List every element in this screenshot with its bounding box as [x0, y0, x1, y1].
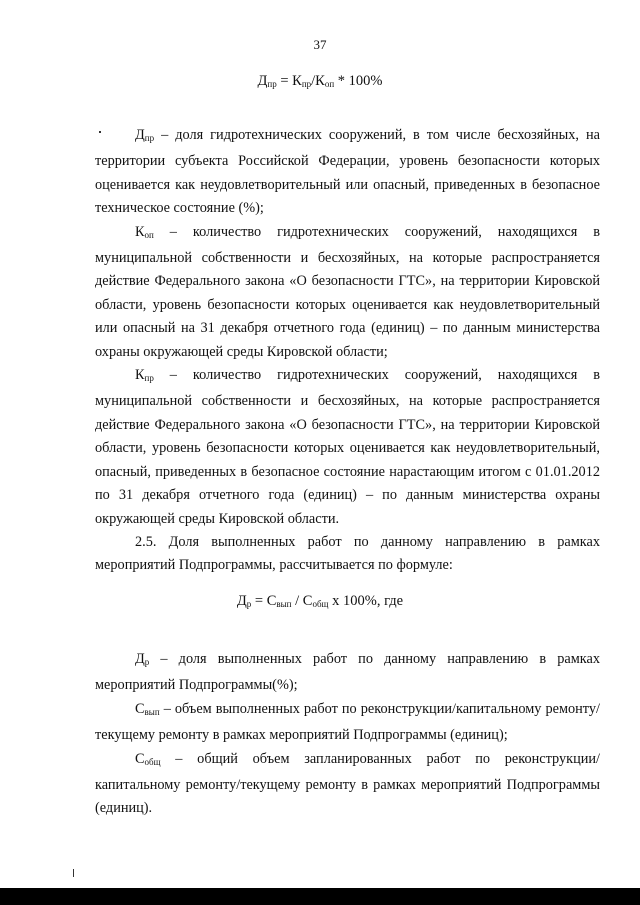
- scan-bottom-edge: [0, 888, 640, 905]
- scan-speck: [73, 869, 74, 877]
- definition-text: – количество гидротехнических сооружений, находящихся в муниципальной собственности и бесхозяйных, на которые распространяется действие Федерального закона «О безопасности ГТС», на территории Кировской области, уровень безопасности которых оценивается как неудовлетворительный, опасный, приведенных в безопасное состояние нарастающим итогом с 01.01.2012 по 31 декабря отчетного года (единиц) – по данным министерства охраны окружающей среды Кировской области.: [95, 367, 600, 527]
- symbol-sub: пр: [144, 133, 155, 143]
- formula-numerator-sub: пр: [301, 79, 312, 89]
- formula-denominator: С: [302, 593, 313, 609]
- formula-slash: /: [291, 593, 303, 609]
- definition-text: – доля гидротехнических сооружений, в том числе бесхозяйных, на территории субъекта Российской Федерации, уровень безопасности которых оценивается как неудовлетворительный или опасный, приведенных в безопасное техническое состояние (%);: [95, 127, 600, 217]
- symbol-sub: р: [144, 657, 150, 667]
- definition-text: – доля выполненных работ по данному направлению в рамках мероприятий Подпрограммы(%);: [95, 651, 600, 694]
- symbol: С: [135, 750, 145, 767]
- formula-denominator-sub: оп: [324, 79, 335, 89]
- formula-numerator: С: [266, 593, 277, 609]
- formula-denominator-sub: общ: [312, 599, 329, 609]
- formula-lhs-sub: р: [246, 599, 252, 609]
- formula-numerator: К: [292, 73, 302, 89]
- definition-c-obsh: [95, 748, 600, 821]
- formula-tail: * 100%: [334, 73, 383, 89]
- definition-k-op: [95, 221, 600, 364]
- symbol: К: [135, 223, 145, 240]
- formula-eq: =: [276, 73, 293, 89]
- definition-text: – количество гидротехнических сооружений, находящихся в муниципальной собственности и бесхозяйных, на которые распространяется действие Федерального закона «О безопасности ГТС», на территории Кировской области, уровень безопасности которых оценивается как неудовлетворительный или опасный на 31 декабря отчетного года (единиц) – по данным министерства охраны окружающей среды Кировской области;: [95, 223, 600, 360]
- formula-share-works: [0, 593, 640, 610]
- formula-numerator-sub: вып: [276, 599, 292, 609]
- symbol: С: [135, 700, 145, 717]
- formula-denominator: К: [315, 73, 325, 89]
- formula-lhs: Д: [236, 593, 247, 609]
- formula-share-hydro: [0, 73, 640, 90]
- formula-tail: x 100%, где: [328, 593, 404, 609]
- definition-d-pr: [95, 124, 600, 221]
- formula-lhs: Д: [257, 73, 268, 89]
- symbol-sub: пр: [144, 373, 154, 384]
- definition-k-pr: [95, 364, 600, 531]
- definition-text: – общий объем запланированных работ по реконструкции/капитальному ремонту/текущему ремонту в рамках мероприятий Подпрограммы (единиц).: [95, 750, 600, 817]
- formula-slash: /: [311, 73, 316, 89]
- symbol: К: [135, 367, 145, 384]
- definitions-block-1: [95, 124, 600, 578]
- formula-eq: =: [251, 593, 267, 609]
- definitions-block-2: [95, 648, 600, 821]
- page-number: 37: [313, 37, 327, 52]
- formula-lhs-sub: пр: [267, 79, 277, 89]
- definition-c-vyp: [95, 698, 600, 748]
- section-2-5: 2.5. Доля выполненных работ по данному направлению в рамках мероприятий Подпрограммы, рассчитывается по формуле:: [95, 533, 600, 574]
- symbol-sub: общ: [144, 756, 161, 767]
- symbol: Д: [135, 127, 145, 143]
- symbol-sub: оп: [144, 229, 154, 240]
- definition-d-r: [95, 648, 600, 698]
- definition-text: – объем выполненных работ по реконструкции/капитальному ремонту/текущему ремонту в рамках мероприятий Подпрограммы (единиц);: [95, 700, 600, 744]
- symbol: Д: [135, 651, 145, 667]
- symbol-sub: вып: [144, 706, 160, 717]
